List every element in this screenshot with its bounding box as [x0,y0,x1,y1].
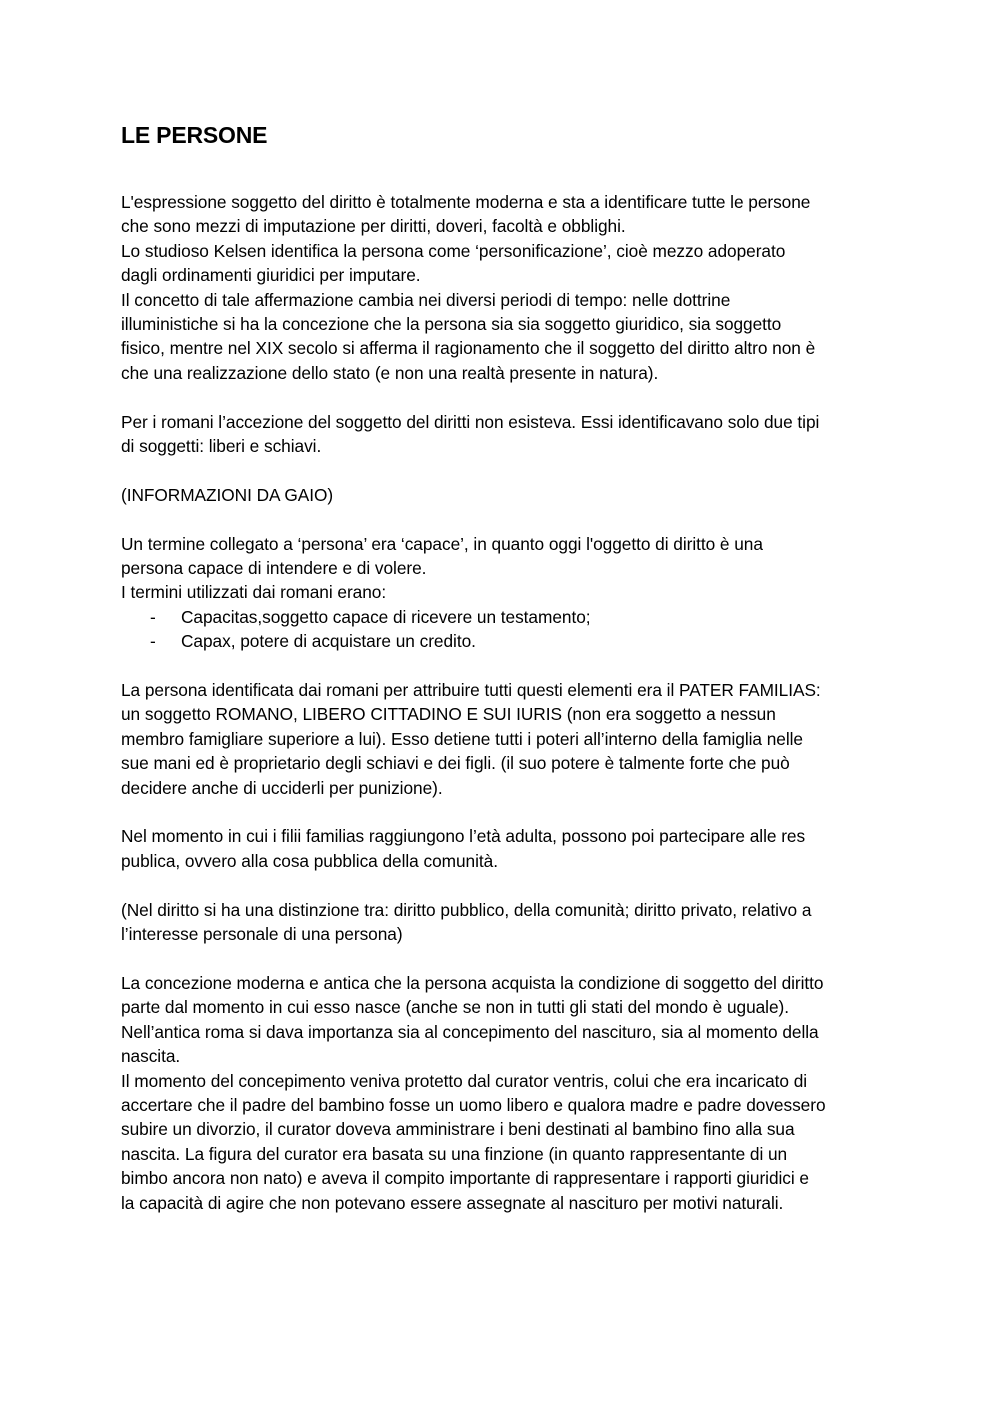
text-line: publica, ovvero alla cosa pubblica della comunità. [121,850,498,871]
text-line: Il momento del concepimento veniva protetto dal curator ventris, colui che era incaricato di [121,1070,808,1091]
bullet-list [121,605,891,654]
text-line: accertare che il padre del bambino fosse un uomo libero e qualora madre e padre dovessero [121,1094,826,1115]
text-line: membro famigliare superiore a lui). Esso detiene tutti i poteri all’interno della famiglia nelle [121,728,803,749]
list-item [121,605,891,629]
paragraph [121,971,891,1215]
text-line: nascita. [121,1046,181,1067]
text-line: Un termine collegato a ‘persona’ era ‘capace’, in quanto oggi l'oggetto di diritto è una [121,533,763,554]
text-line: Nell’antica roma si dava importanza sia al concepimento del nascituro, sia al momento della [121,1021,819,1042]
text-line: Per i romani l’accezione del soggetto del diritti non esisteva. Essi identificavano solo due tipi [121,411,820,432]
text-line: di soggetti: liberi e schiavi. [121,436,322,457]
list-item-text: Capacitas,soggetto capace di ricevere un testamento; [181,606,591,627]
text-line: (INFORMAZIONI DA GAIO) [121,484,334,505]
dash-bullet: - [150,606,156,627]
text-line: un soggetto ROMANO, LIBERO CITTADINO E SUI IURIS (non era soggetto a nessun [121,704,776,725]
text-line: I termini utilizzati dai romani erano: [121,582,387,603]
text-line: sue mani ed è proprietario degli schiavi e dei figli. (il suo potere è talmente forte che può [121,753,790,774]
text-line: L'espressione soggetto del diritto è totalmente moderna e sta a identificare tutte le persone [121,192,811,212]
list-item-text: Capax, potere di acquistare un credito. [181,631,476,652]
text-line: la capacità di agire che non potevano essere assegnate al nascituro per motivi naturali. [121,1192,784,1213]
text-line: (Nel diritto si ha una distinzione tra: diritto pubblico, della comunità; diritto privato, relativo a [121,899,812,920]
text-line: Lo studioso Kelsen identifica la persona come ‘personificazione’, cioè mezzo adoperato [121,240,786,261]
document-body [121,190,891,1215]
document-title: LE PERSONE [121,122,268,148]
text-line: dagli ordinamenti giuridici per imputare. [121,265,421,286]
text-line: decidere anche di ucciderli per punizione). [121,777,443,798]
text-line: che una realizzazione dello stato (e non una realtà presente in natura). [121,362,659,383]
text-line: subire un divorzio, il curator doveva amministrare i beni destinati al bambino fino alla sua [121,1119,795,1140]
text-line: parte dal momento in cui esso nasce (anche se non in tutti gli stati del mondo è uguale). [121,997,789,1018]
list-item [121,629,891,653]
paragraph [121,483,891,507]
paragraph [121,410,891,459]
text-line: l’interesse personale di una persona) [121,924,403,945]
text-line: fisico, mentre nel XIX secolo si afferma il ragionamento che il soggetto del diritto altro non è [121,338,816,359]
paragraph [121,190,891,385]
text-line: bimbo ancora non nato) e aveva il compito importante di rappresentare i rapporti giuridici e [121,1168,809,1189]
text-line: La persona identificata dai romani per attribuire tutti questi elementi era il PATER FAMILIAS: [121,680,821,701]
paragraph [121,824,891,873]
text-line: Nel momento in cui i filii familias raggiungono l’età adulta, possono poi partecipare alle res [121,826,806,847]
text-line: Il concetto di tale affermazione cambia nei diversi periodi di tempo: nelle dottrine [121,289,731,310]
paragraph [121,898,891,947]
text-line: nascita. La figura del curator era basata su una finzione (in quanto rappresentante di un [121,1143,788,1164]
paragraph [121,678,891,800]
text-line: La concezione moderna e antica che la persona acquista la condizione di soggetto del diritto [121,972,824,993]
text-line: illuministiche si ha la concezione che la persona sia sia soggetto giuridico, sia soggetto [121,314,782,335]
paragraph [121,532,891,654]
document-content [121,118,891,1239]
dash-bullet: - [150,631,156,652]
text-line: persona capace di intendere e di volere. [121,558,427,579]
text-line: che sono mezzi di imputazione per diritti, doveri, facoltà e obblighi. [121,216,626,237]
